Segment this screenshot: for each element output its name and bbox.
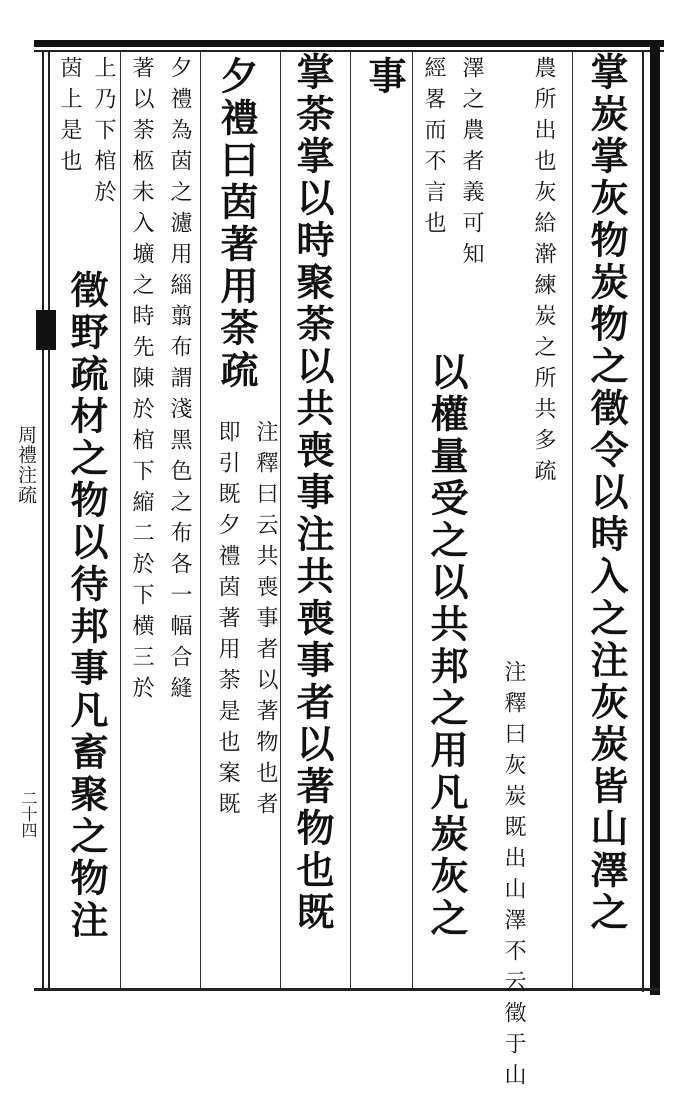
right-border-inner	[642, 52, 644, 992]
commentary-line: 注釋曰云共喪事者以著物也者	[253, 420, 278, 823]
text-column: 掌荼掌以時聚荼以共喪事注共喪事者以著物也既	[290, 52, 335, 934]
commentary-line: 上乃下棺於	[91, 56, 116, 211]
text-column: 事	[362, 56, 407, 98]
text-column: 掌炭掌灰物炭物之徵令以時入之注灰炭皆山澤之	[584, 52, 629, 934]
bottom-border	[34, 988, 660, 991]
column-divider	[280, 52, 281, 988]
text-column: 徵野疏材之物以待邦事凡畜聚之物注	[64, 270, 109, 942]
commentary-line: 經畧而不言也	[421, 56, 446, 242]
commentary-line: 茵上是也	[57, 56, 82, 180]
column-divider	[412, 52, 413, 988]
commentary-line: 夕禮為茵之濾用緇翦布謂淺黑色之布各一幅合縫	[167, 56, 192, 707]
column-divider	[572, 52, 573, 988]
commentary-line: 著以荼柩未入壙之時先陳於棺下縮二於下横三於	[129, 56, 154, 707]
margin-page-number: 二十四	[19, 790, 38, 838]
right-border	[650, 40, 660, 995]
center-margin-rule	[42, 52, 44, 988]
top-border-inner	[34, 50, 664, 52]
column-divider	[200, 52, 201, 988]
commentary-line: 農所出也灰給澣練炭之所共多疏	[531, 56, 556, 490]
text-column: 夕禮曰茵著用荼疏	[214, 56, 259, 392]
column-divider	[350, 52, 351, 988]
margin-title: 周禮注疏	[15, 425, 37, 505]
text-column: 以權量受之以共邦之用凡炭灰之	[424, 352, 469, 940]
commentary-line: 澤之農者義可知	[459, 56, 484, 273]
commentary-line: 即引既夕禮茵著用荼是也案既	[215, 420, 240, 823]
column-divider	[120, 52, 121, 988]
center-margin-rule	[48, 52, 50, 988]
fishtail-mark	[36, 310, 56, 350]
commentary-line: 注釋曰灰炭既出山澤不云徵于山	[501, 660, 526, 1094]
top-border	[34, 40, 664, 47]
